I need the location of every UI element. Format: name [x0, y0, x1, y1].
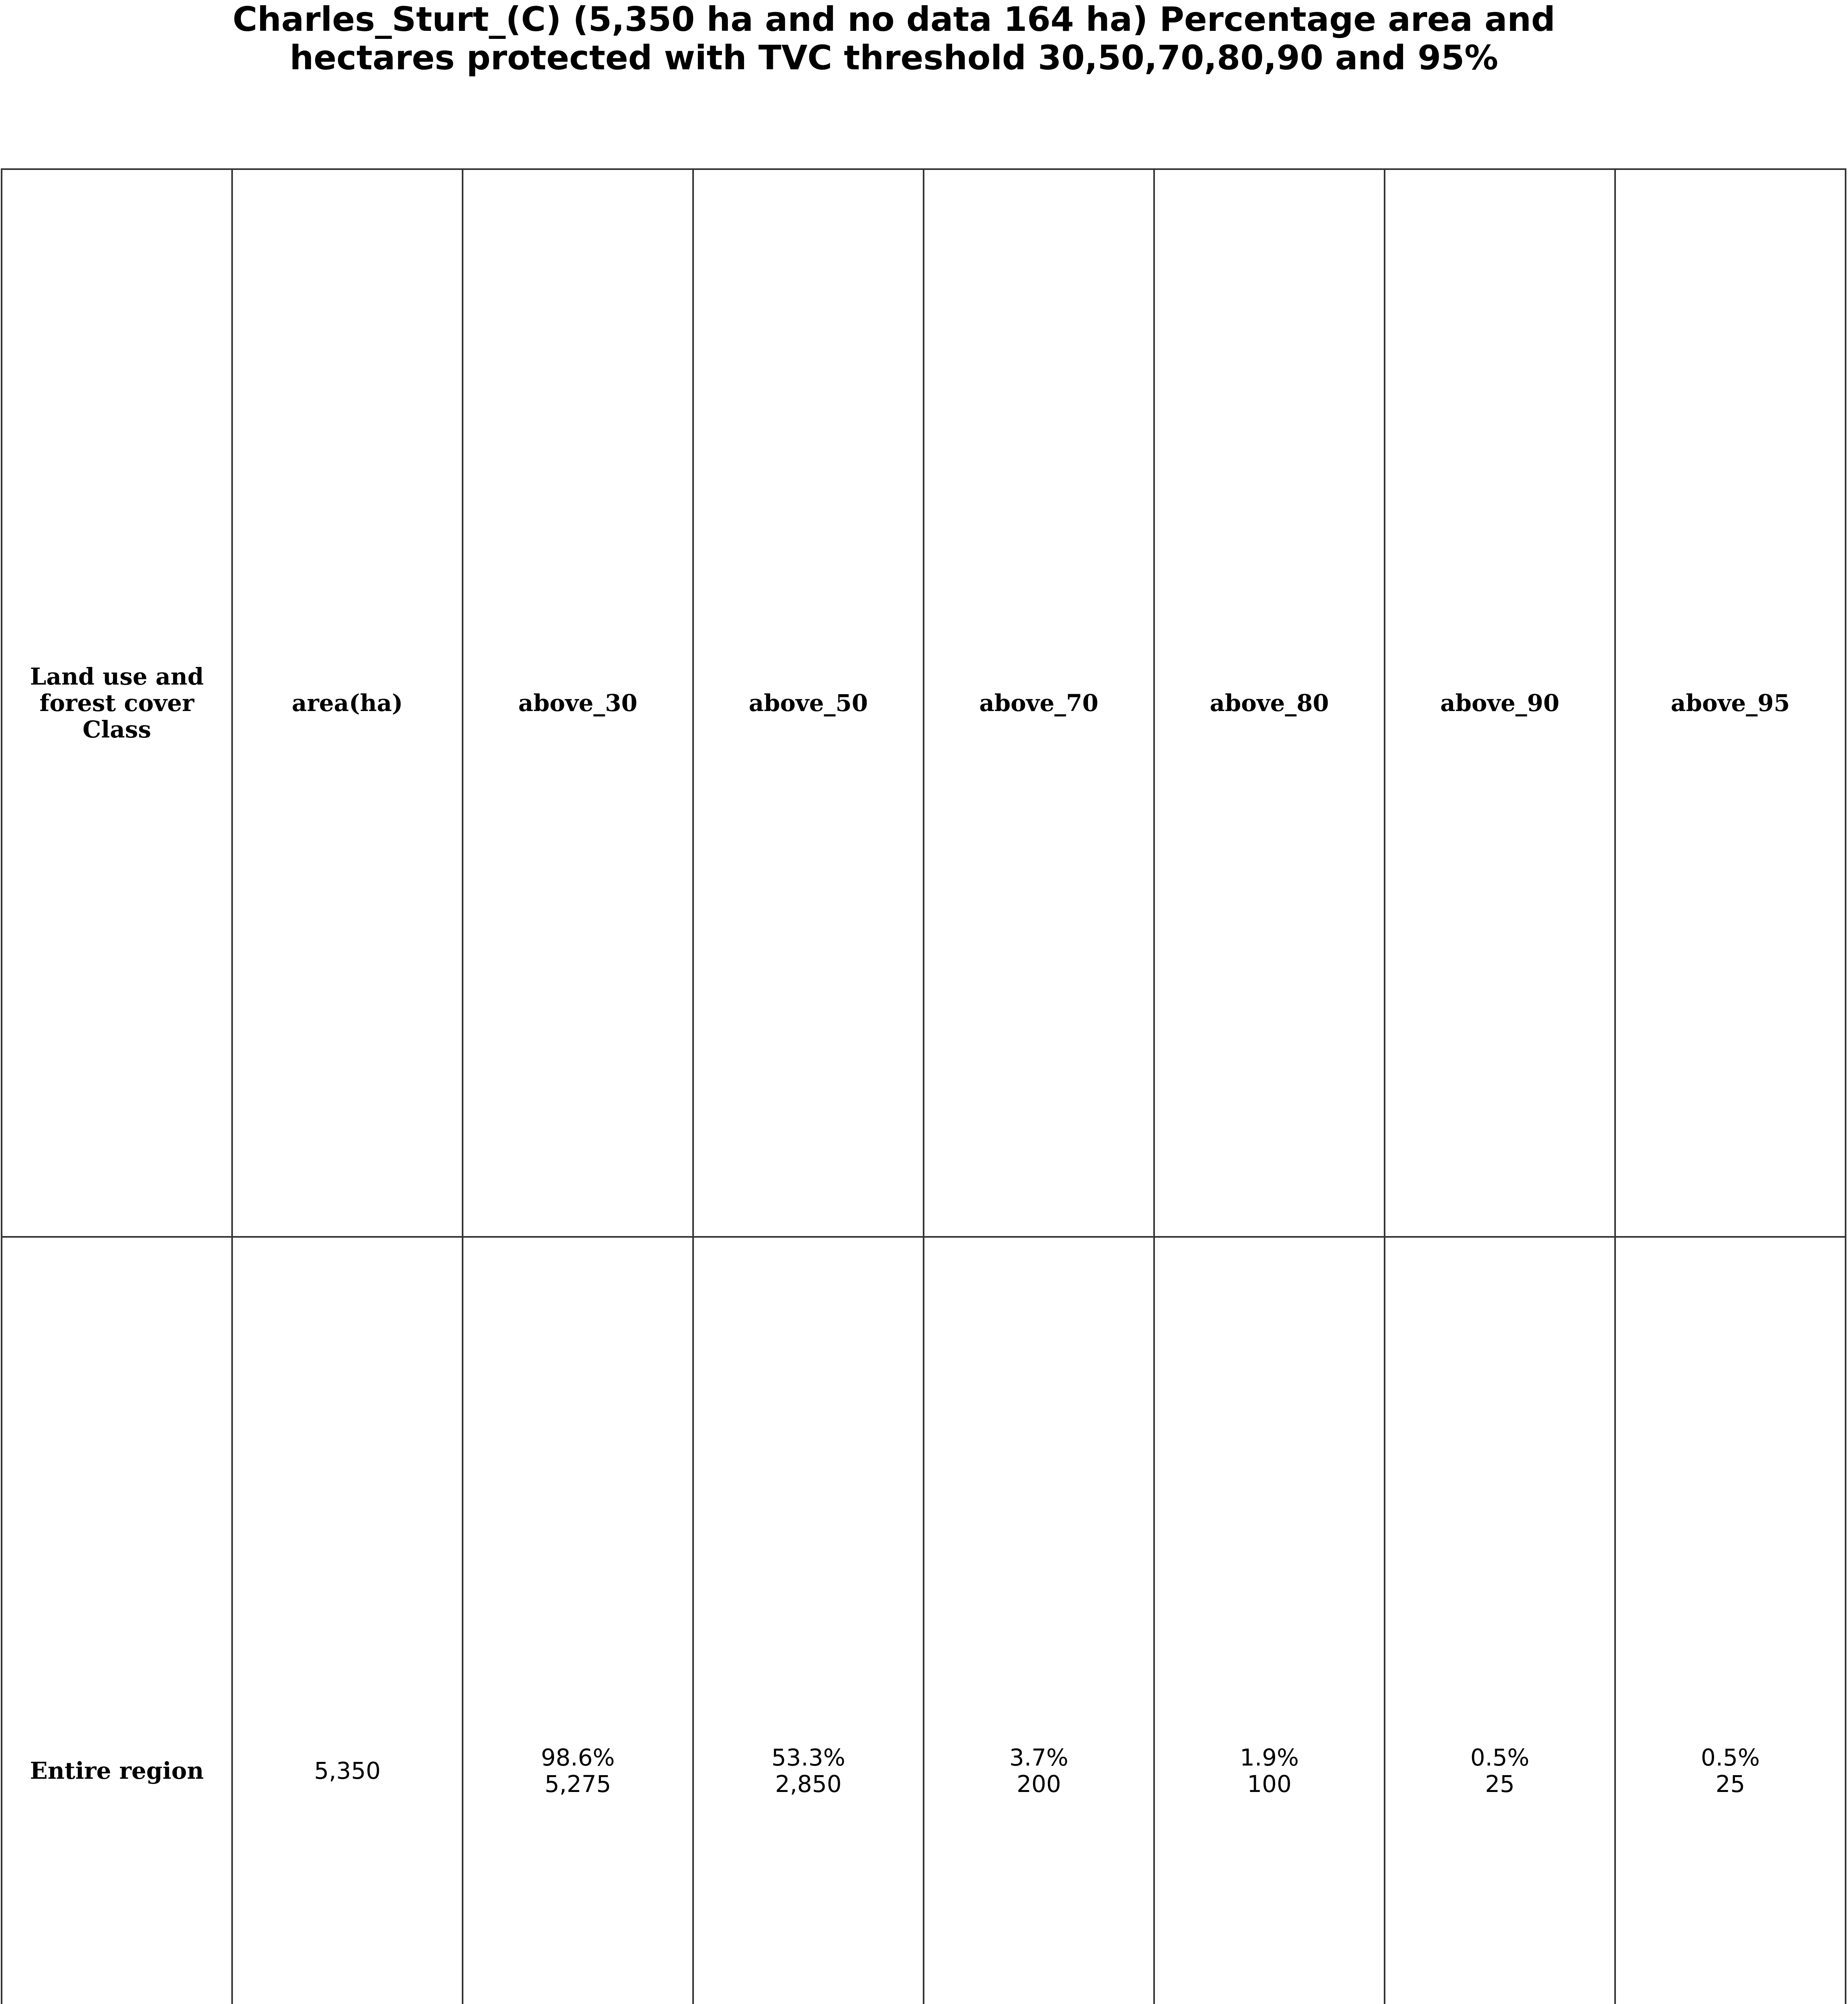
header-above-95: above_95 [1615, 169, 1846, 1237]
cell-above-30 [463, 1237, 693, 2004]
header-above-50: above_50 [693, 169, 924, 1237]
cell-ha: 100 [1247, 1770, 1292, 1798]
title-line-2: hectares protected with TVC threshold 30,50,70,80,90 and 95% [289, 38, 1498, 77]
protection-table [1, 168, 1846, 2004]
cell-above-50 [693, 1237, 924, 2004]
header-above-80: above_80 [1154, 169, 1385, 1237]
cell-above-95 [1615, 1237, 1846, 2004]
header-class: Land use and forest cover Class [2, 169, 232, 1237]
cell-pct: 3.7% [1009, 1744, 1069, 1771]
cell-pct: 53.3% [771, 1744, 845, 1771]
cell-ha: 25 [1715, 1770, 1745, 1798]
cell-ha: 200 [1017, 1770, 1061, 1798]
cell-pct: 98.6% [541, 1744, 615, 1771]
header-row [2, 169, 1846, 1237]
cell-above-70 [924, 1237, 1154, 2004]
row-label: Entire region [2, 1237, 232, 2004]
cell-ha: 5,275 [544, 1770, 611, 1798]
cell-above-90 [1385, 1237, 1615, 2004]
header-above-70: above_70 [924, 169, 1154, 1237]
header-area: area(ha) [232, 169, 463, 1237]
cell-pct: 1.9% [1239, 1744, 1299, 1771]
cell-above-80 [1154, 1237, 1385, 2004]
page-title [0, 0, 1788, 77]
title-line-1: Charles_Sturt_(C) (5,350 ha and no data 164 ha) Percentage area and [233, 0, 1555, 39]
cell-ha: 2,850 [775, 1770, 842, 1798]
header-above-30: above_30 [463, 169, 693, 1237]
header-above-90: above_90 [1385, 169, 1615, 1237]
cell-pct: 0.5% [1700, 1744, 1760, 1771]
cell-area: 5,350 [232, 1237, 463, 2004]
table-row [2, 1237, 1846, 2004]
cell-ha: 25 [1485, 1770, 1515, 1798]
cell-pct: 0.5% [1470, 1744, 1530, 1771]
